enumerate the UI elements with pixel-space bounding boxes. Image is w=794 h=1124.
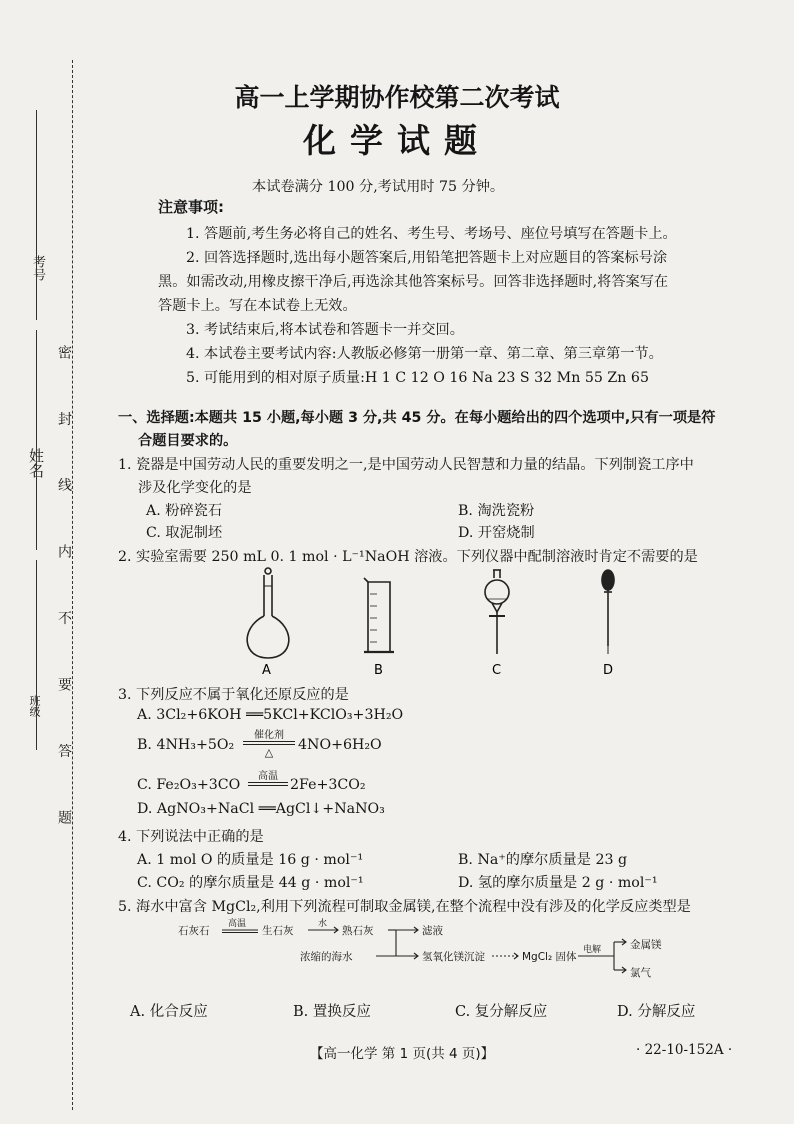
q2-apparatus (230, 566, 650, 678)
note-2: 2. 回答选择题时,选出每小题答案后,用铅笔把答题卡上对应题目的答案标号涂 (186, 250, 668, 266)
q3-b-heat: △ (264, 746, 274, 759)
flow-electrolysis: 电解 (583, 945, 602, 955)
q3-c-hightemp: 高温 (258, 771, 278, 782)
note-3: 3. 考试结束后,将本试卷和答题卡一并交回。 (186, 322, 464, 338)
section-heading-cont: 合题目要求的。 (138, 433, 238, 449)
flow-metal-mg: 金属镁 (630, 939, 662, 951)
q1-stem: 1. 瓷器是中国劳动人民的重要发明之一,是中国劳动人民智慧和力量的结晶。下列制瓷工序中 (118, 457, 694, 473)
flow-hightemp: 高温 (228, 919, 247, 929)
q3-option-b-left: B. 4NH₃+5O₂ (137, 737, 235, 753)
flow-quicklime: 生石灰 (262, 925, 294, 937)
note-2-end: 答题卡上。写在本试卷上无效。 (158, 298, 357, 314)
q3-option-a: A. 3Cl₂+6KOH ══5KCl+KClO₃+3H₂O (137, 707, 404, 723)
q4-stem: 4. 下列说法中正确的是 (118, 829, 264, 845)
class-label: 班级 (28, 695, 41, 717)
class-blank (36, 560, 37, 750)
q5-option-c: C. 复分解反应 (455, 1004, 548, 1020)
section-heading: 一、选择题:本题共 15 小题,每小题 3 分,共 45 分。在每小题给出的四个选项中,只有一项是符 (118, 410, 716, 426)
dropper-icon (602, 570, 614, 654)
measuring-cylinder-icon (364, 578, 394, 652)
flow-filtrate: 滤液 (422, 925, 443, 937)
note-1: 1. 答题前,考生务必将自己的姓名、考生号、考场号、座位号填写在答题卡上。 (186, 226, 677, 242)
page-footer: 【高一化学 第 1 页(共 4 页)】 (310, 1046, 495, 1062)
flow-mgcl2: MgCl₂ 固体 (522, 951, 577, 963)
separatory-funnel-icon (485, 570, 509, 654)
volumetric-flask-icon (247, 568, 289, 658)
q3-b-arrow2 (243, 744, 295, 745)
name-blank (36, 330, 37, 550)
label-c: C (492, 663, 502, 678)
q1-option-b: B. 淘洗瓷粉 (458, 503, 535, 519)
q4-option-c: C. CO₂ 的摩尔质量是 44 g · mol⁻¹ (137, 875, 364, 891)
label-d: D (603, 663, 614, 678)
q3-b-catalyst: 催化剂 (254, 730, 284, 741)
q3-option-d: D. AgNO₃+NaCl ══AgCl↓+NaNO₃ (137, 801, 385, 817)
q5-option-a: A. 化合反应 (130, 1004, 208, 1020)
q5-option-b: B. 置换反应 (293, 1004, 371, 1020)
q1-option-c: C. 取泥制坯 (146, 525, 223, 541)
q1-option-a: A. 粉碎瓷石 (146, 503, 223, 519)
flow-chlorine: 氯气 (630, 967, 651, 979)
q5-stem: 5. 海水中富含 MgCl₂,利用下列流程可制取金属镁,在整个流程中没有涉及的化学反应类型是 (118, 899, 691, 915)
exam-title: 高一上学期协作校第二次考试 (234, 83, 560, 112)
score-info: 本试卷满分 100 分,考试用时 75 分钟。 (252, 179, 505, 195)
name-label: 姓名 (27, 448, 45, 478)
q3-option-c-right: 2Fe+3CO₂ (290, 777, 366, 793)
q3-c-arrow2 (248, 785, 288, 786)
exam-number-label: 考号 (30, 255, 45, 281)
label-b: B (374, 663, 383, 678)
q5-flowchart (170, 918, 710, 990)
q1-option-d: D. 开窑烧制 (458, 525, 535, 541)
q4-option-b: B. Na⁺的摩尔质量是 23 g (458, 852, 628, 868)
q4-option-d: D. 氢的摩尔质量是 2 g · mol⁻¹ (458, 875, 658, 891)
subject-title: 化学试题 (303, 121, 491, 160)
flow-seawater: 浓缩的海水 (300, 951, 353, 963)
q3-c-arrow (248, 782, 288, 783)
label-a: A (262, 663, 271, 678)
flow-water: 水 (318, 919, 328, 929)
note-2-cont: 黑。如需改动,用橡皮擦干净后,再选涂其他答案标号。回答非选择题时,将答案写在 (158, 274, 669, 290)
flow-precipitate: 氢氧化镁沉淀 (422, 951, 485, 963)
q2-stem: 2. 实验室需要 250 mL 0. 1 mol · L⁻¹NaOH 溶液。下列仪器中配制溶液时肯定不需要的是 (118, 549, 698, 565)
exam-code: · 22-10-152A · (636, 1042, 733, 1058)
q5-option-d: D. 分解反应 (617, 1004, 696, 1020)
note-4: 4. 本试卷主要考试内容:人教版必修第一册第一章、第二章、第三章第一节。 (186, 346, 663, 362)
q1-stem-cont: 涉及化学变化的是 (138, 480, 252, 496)
q3-b-arrow (243, 741, 295, 742)
flow-limestone: 石灰石 (178, 925, 210, 937)
notes-heading: 注意事项: (158, 198, 224, 216)
q3-option-c-left: C. Fe₂O₃+3CO (137, 777, 241, 793)
q4-option-a: A. 1 mol O 的质量是 16 g · mol⁻¹ (137, 852, 364, 868)
q3-option-b-right: 4NO+6H₂O (298, 737, 382, 753)
seal-warning: 密 封 线 内 不 要 答 题 (56, 345, 72, 849)
note-5: 5. 可能用到的相对原子质量:H 1 C 12 O 16 Na 23 S 32 Mn 55 Zn 65 (186, 370, 649, 386)
flow-slakedlime: 熟石灰 (342, 925, 374, 937)
q3-stem: 3. 下列反应不属于氧化还原反应的是 (118, 687, 349, 703)
